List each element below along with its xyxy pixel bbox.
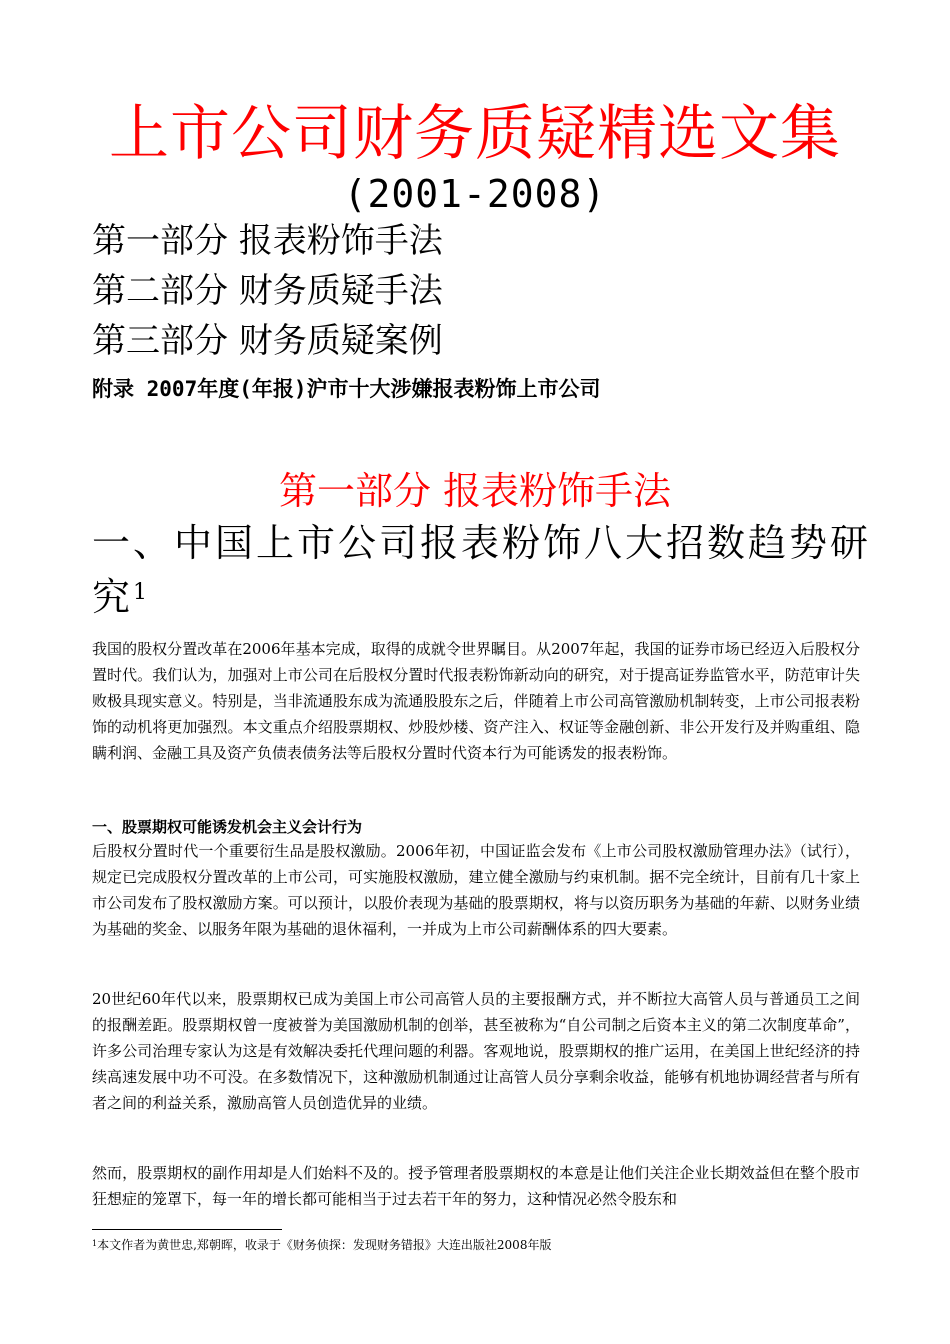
year-range: (2001-2008) <box>343 172 607 216</box>
article-title <box>92 516 872 624</box>
section-title: 第一部分 报表粉饰手法 <box>278 469 672 513</box>
toc-item-part-3: 第三部分 财务质疑案例 <box>92 321 443 361</box>
intro-paragraph: 我国的股权分置改革在2006年基本完成，取得的成就令世界瞩目。从2007年起，我国的证券市场已经迈入后股权分置时代。我们认为，加强对上市公司在后股权分置时代报表粉饰新动向的研究，对于提高证券监管水平，防范审计失败极具现实意义。特别是，当非流通股东成为流通股股东之后，伴随着上市公司高管激励机制转变，上市公司报表粉饰的动机将更加强烈。本文重点介绍股票期权、炒股炒楼、资产注入、权证等金融创新、非公开发行及并购重组、隐瞒利润、金融工具及资产负债表债务法等后股权分置时代资本行为可能诱发的报表粉饰。 <box>92 640 860 762</box>
toc-item-part-1: 第一部分 报表粉饰手法 <box>92 221 443 261</box>
toc-appendix: 附录 2007年度(年报)沪市十大涉嫌报表粉饰上市公司 <box>92 377 601 401</box>
body-paragraph-2: 20世纪60年代以来，股票期权已成为美国上市公司高管人员的主要报酬方式，并不断拉大高管人员与普通员工之间的报酬差距。股票期权曾一度被誉为美国激励机制的创举，甚至被称为“自公司制之后资本主义的第二次制度革命”，许多公司治理专家认为这是有效解决委托代理问题的利器。客观地说，股票期权的推广运用，在美国上世纪经济的持续高速发展中功不可没。在多数情况下，这种激励机制通过让高管人员分享剩余收益，能够有机地协调经营者与所有者之间的利益关系，激励高管人员创造优异的业绩。 <box>92 990 860 1112</box>
footnote <box>92 1236 551 1254</box>
footnote-divider <box>92 1229 282 1230</box>
subsection-heading: 一、股票期权可能诱发机会主义会计行为 <box>92 818 363 836</box>
footnote-text: 本文作者为黄世忠,郑朝晖，收录于《财务侦探：发现财务错报》大连出版社2008年版 <box>97 1238 552 1252</box>
toc-item-part-2: 第二部分 财务质疑手法 <box>92 271 443 311</box>
footnote-reference: 1 <box>133 580 148 605</box>
document-title: 上市公司财务质疑精选文集 <box>109 99 841 169</box>
article-title-text: 一、中国上市公司报表粉饰八大招数趋势研究 <box>92 521 872 619</box>
body-paragraph-3: 然而，股票期权的副作用却是人们始料不及的。授予管理者股票期权的本意是让他们关注企业长期效益但在整个股市狂想症的笼罩下，每一年的增长都可能相当于过去若干年的努力，这种情况必然令股东和 <box>92 1164 860 1208</box>
body-paragraph-1: 后股权分置时代一个重要衍生品是股权激励。2006年初，中国证监会发布《上市公司股权激励管理办法》（试行），规定已完成股权分置改革的上市公司，可实施股权激励，建立健全激励与约束机制。据不完全统计，目前有几十家上市公司发布了股权激励方案。可以预计，以股价表现为基础的股票期权，将与以资历职务为基础的年薪、以财务业绩为基础的奖金、以服务年限为基础的退休福利，一并成为上市公司薪酬体系的四大要素。 <box>92 842 860 938</box>
footnote-mark: 1 <box>92 1239 98 1248</box>
